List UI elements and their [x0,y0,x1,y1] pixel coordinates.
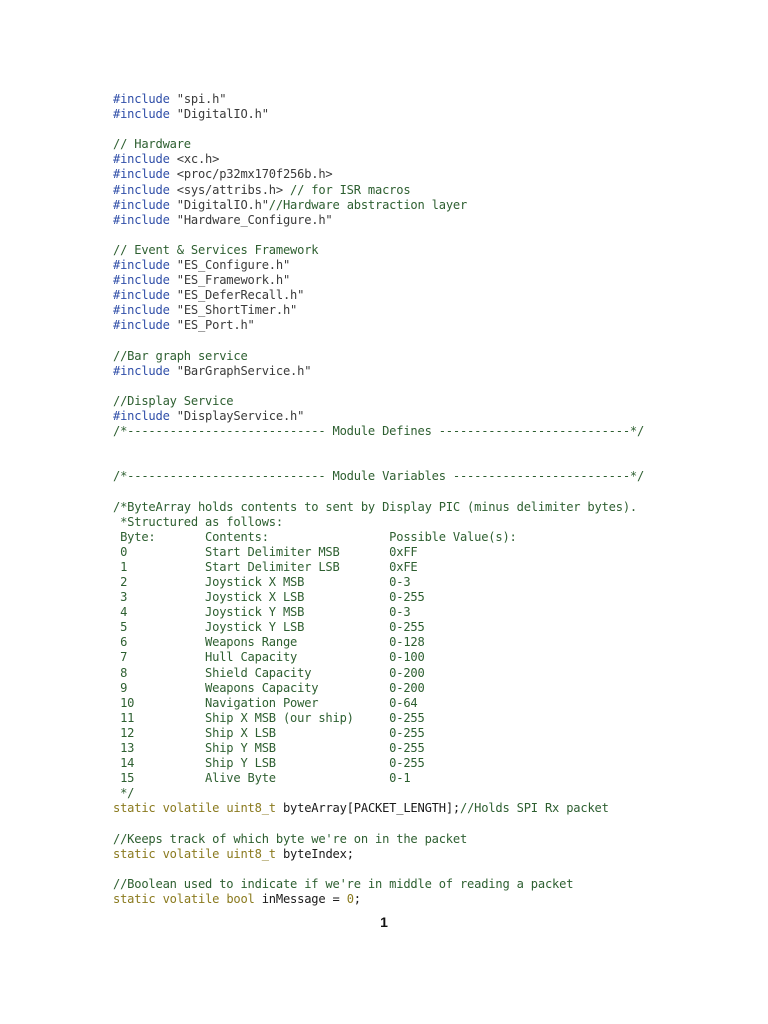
code-token: */ [113,786,135,801]
code-token: "BarGraphService.h" [176,363,312,378]
code-token: //Bar graph service [113,348,248,363]
code-line [113,379,644,394]
code-line [113,620,644,635]
code-token: #include [113,288,177,303]
code-line [113,515,644,530]
code-token: //Hardware abstraction layer [268,197,468,212]
code-token: 15 Alive Byte 0-1 [113,771,411,786]
code-line [113,424,644,439]
code-line [113,107,644,122]
code-line [113,364,644,379]
code-line [113,771,644,786]
code-token: #include [113,92,177,106]
code-token: //Boolean used to indicate if we're in middle of reading a packet [113,876,574,891]
code-token: "DigitalIO.h" [176,197,269,212]
code-token: #include [113,212,177,227]
code-line [113,726,644,741]
code-token: #include [113,107,177,122]
code-line [113,832,644,847]
page-number: 1 [380,914,388,930]
code-token: // Hardware [113,137,191,152]
code-token: #include [113,318,177,333]
code-token: /*---------------------------- Module Variables -------------------------*/ [113,469,645,484]
code-line [113,545,644,560]
code-line [113,590,644,605]
code-token: 11 Ship X MSB (our ship) 0-255 [113,710,425,725]
code-token: inMessage = [261,891,347,906]
code-line [113,681,644,696]
code-token: static [113,846,163,861]
code-token: #include [113,152,177,167]
code-line [113,605,644,620]
code-token: uint8_t [226,801,283,816]
code-token: "DigitalIO.h" [176,107,269,122]
code-token: static [113,891,163,906]
code-line [113,711,644,726]
code-token: 14 Ship Y LSB 0-255 [113,756,425,771]
code-line [113,469,644,484]
code-token: 1 Start Delimiter LSB 0xFE [113,559,418,574]
code-token: "ES_DeferRecall.h" [176,288,305,303]
code-token: "ES_Framework.h" [176,273,291,288]
code-token: "spi.h" [176,92,227,106]
code-line [113,349,644,364]
code-token: 12 Ship X LSB 0-255 [113,725,425,740]
code-line [113,500,644,515]
code-line [113,318,644,333]
code-line [113,666,644,681]
code-token: 4 Joystick Y MSB 0-3 [113,605,411,620]
code-token: /*---------------------------- Module Defines ---------------------------*/ [113,424,645,439]
code-line [113,786,644,801]
code-token: <xc.h> [176,152,220,167]
code-token: volatile [162,846,227,861]
code-token: uint8_t [226,846,283,861]
code-token: *Structured as follows: [113,514,283,529]
code-token: 6 Weapons Range 0-128 [113,635,425,650]
code-token: //Display Service [113,393,234,408]
code-line [113,167,644,182]
code-line [113,862,644,877]
code-line [113,696,644,711]
code-line [113,635,644,650]
code-token: <sys/attribs.h> [176,182,283,197]
code-token: #include [113,303,177,318]
code-token: #include [113,182,177,197]
code-token: byteIndex; [282,846,354,861]
code-token: static [113,801,163,816]
code-line [113,454,644,469]
code-token: ; [353,891,361,906]
code-line [113,847,644,862]
code-token: /*ByteArray holds contents to sent by Display PIC (minus delimiter bytes). [113,499,637,514]
code-token: 10 Navigation Power 0-64 [113,695,418,710]
code-token: //Holds SPI Rx packet [460,801,609,816]
code-line [113,183,644,198]
code-line [113,484,644,499]
code-line [113,288,644,303]
code-line [113,817,644,832]
code-line [113,756,644,771]
code-token: "ES_ShortTimer.h" [176,303,298,318]
code-token: Byte: Contents: Possible Value(s): [113,529,517,544]
code-line [113,334,644,349]
code-line [113,409,644,424]
code-line [113,152,644,167]
code-line [113,228,644,243]
code-line [113,198,644,213]
code-token: // Event & Services Framework [113,242,319,257]
code-token: 13 Ship Y MSB 0-255 [113,741,425,756]
code-token: 0 Start Delimiter MSB 0xFF [113,544,418,559]
code-token: #include [113,408,177,423]
code-token: <proc/p32mx170f256b.h> [176,167,333,182]
code-token: "Hardware_Configure.h" [176,212,333,227]
code-listing [113,92,644,907]
code-token: #include [113,273,177,288]
code-token: byteArray[PACKET_LENGTH]; [282,801,460,816]
code-line [113,137,644,152]
code-token: 0 [346,891,354,906]
code-line [113,575,644,590]
code-token: 5 Joystick Y LSB 0-255 [113,620,425,635]
code-token: volatile [162,891,227,906]
code-token: 8 Shield Capacity 0-200 [113,665,425,680]
code-token: #include [113,258,177,273]
code-line [113,394,644,409]
code-token: "DisplayService.h" [176,408,305,423]
code-token: "ES_Port.h" [176,318,255,333]
code-line [113,530,644,545]
code-token: #include [113,197,177,212]
code-token: bool [226,891,262,906]
code-line [113,439,644,454]
code-token: 2 Joystick X MSB 0-3 [113,575,411,589]
code-line [113,273,644,288]
code-line [113,258,644,273]
code-token: #include [113,167,177,182]
code-line [113,243,644,258]
code-line [113,650,644,665]
code-line [113,877,644,892]
code-line [113,560,644,575]
code-line [113,92,644,107]
code-token: 9 Weapons Capacity 0-200 [113,680,425,695]
code-line [113,741,644,756]
code-line [113,303,644,318]
code-line [113,801,644,816]
code-token: 7 Hull Capacity 0-100 [113,650,425,665]
code-token: // for ISR macros [282,182,411,197]
code-line [113,892,644,907]
code-line [113,213,644,228]
code-token: 3 Joystick X LSB 0-255 [113,590,425,605]
code-line [113,122,644,137]
code-token: #include [113,363,177,378]
code-token: //Keeps track of which byte we're on in the packet [113,831,468,846]
code-token: volatile [162,801,227,816]
code-token: "ES_Configure.h" [176,258,291,273]
